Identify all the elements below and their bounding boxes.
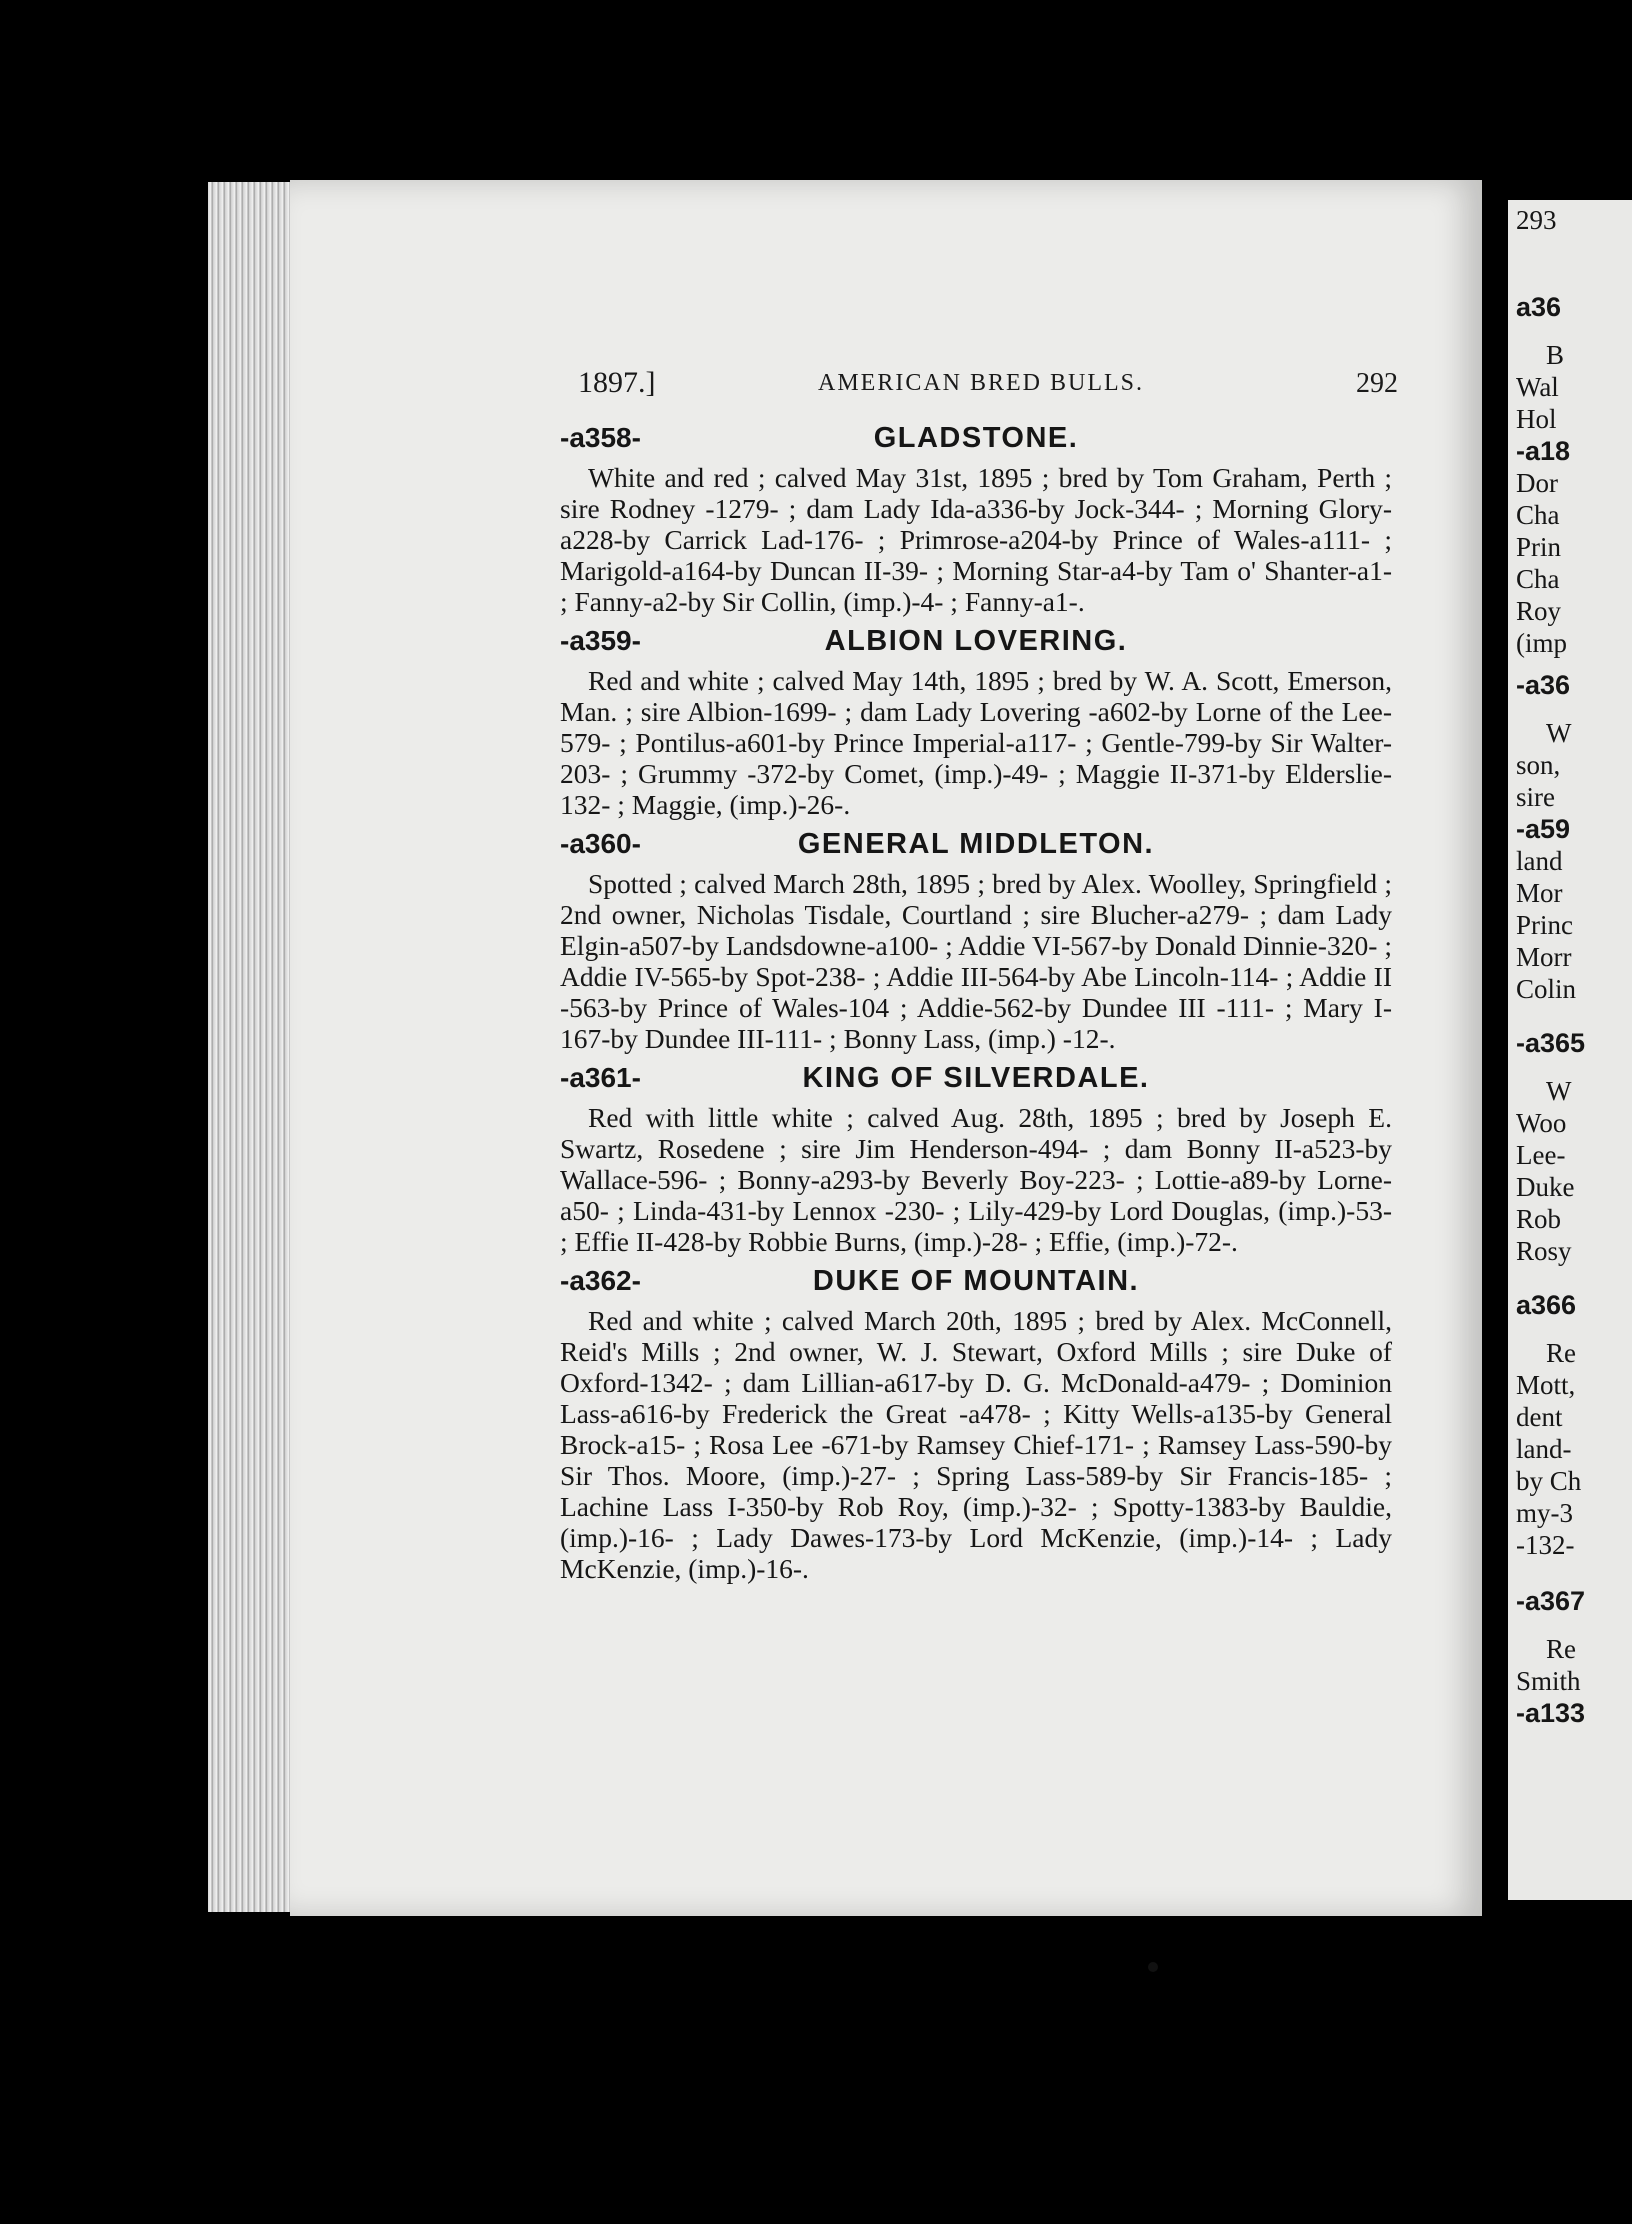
- book-gutter: [1482, 200, 1508, 1900]
- right-page-fragment: [1508, 200, 1632, 1900]
- entry-id: -a358-: [560, 422, 641, 453]
- entry-text: Red with little white ; calved Aug. 28th, 1895 ; bred by Joseph E. Swartz, Rosedene ; sire Jim Henderson-494- ; dam Bonny II-a523-by Wallace-596- ; Bonny-a293-by Beverly Boy-223- ; Lottie-a89-by Lorne-a50- ; Linda-431-by Lennox -230- ; Lily-429-by Lord Douglas, (imp.)-53- ; Effie II-428-by Robbie Burns, (imp.)-28- ; Effie, (imp.)-72-.: [560, 1102, 1392, 1257]
- right-page-line: Prin: [1516, 532, 1562, 562]
- right-page-line: -a133: [1516, 1698, 1586, 1728]
- book-page-edges: [208, 182, 290, 1912]
- entry-name: GENERAL MIDDLETON.: [797, 828, 1155, 860]
- right-page-line: Lee-: [1516, 1140, 1566, 1170]
- entry-a362: [560, 1263, 1392, 1584]
- entry-text: Spotted ; calved March 28th, 1895 ; bred by Alex. Woolley, Springfield ; 2nd owner, Nicholas Tisdale, Courtland ; sire Blucher-a279- ; dam Lady Elgin-a507-by Landsdowne-a100- ; Addie VI-567-by Donald Dinnie-320- ; Addie IV-565-by Spot-238- ; Addie III-564-by Abe Lincoln-114- ; Addie II -563-by Prince of Wales-104 ; Addie-562-by Dundee III -111- ; Mary I-167-by Dundee III-111- ; Bonny Lass, (imp.) -12-.: [560, 868, 1392, 1054]
- right-page-line: Morr: [1516, 942, 1572, 972]
- right-page-line: W: [1546, 1076, 1572, 1106]
- right-page-line: a366: [1516, 1290, 1577, 1320]
- right-page-line: a36: [1516, 292, 1562, 322]
- right-page-line: -a36: [1516, 670, 1571, 700]
- right-page-line: land: [1516, 846, 1563, 876]
- entry-name: GLADSTONE.: [873, 422, 1079, 454]
- right-page-line: Rosy: [1516, 1236, 1572, 1266]
- entry-a359: [560, 623, 1392, 820]
- right-page-line: Colin: [1516, 974, 1577, 1004]
- right-page-line: Re: [1546, 1634, 1576, 1664]
- right-page-line: Rob: [1516, 1204, 1562, 1234]
- entry-id: -a361-: [560, 1062, 641, 1093]
- right-page-line: Hol: [1516, 404, 1557, 434]
- right-page-line: Roy: [1516, 596, 1562, 626]
- entry-name: DUKE OF MOUNTAIN.: [812, 1265, 1140, 1297]
- entry-name: ALBION LOVERING.: [824, 625, 1128, 657]
- page-number: 292: [1356, 368, 1398, 399]
- right-page-line: Mott,: [1516, 1370, 1576, 1400]
- header-year: 1897.]: [578, 366, 656, 399]
- entry-a360: [560, 826, 1392, 1054]
- right-page-line: W: [1546, 718, 1572, 748]
- right-page-line: B: [1546, 340, 1565, 370]
- entry-a361: [560, 1060, 1392, 1257]
- entries-list: [560, 420, 1392, 1590]
- right-page-line: -a365: [1516, 1028, 1586, 1058]
- ink-dot: [1148, 1962, 1158, 1972]
- right-page-line: my-3: [1516, 1498, 1573, 1528]
- right-page-line: dent: [1516, 1402, 1563, 1432]
- right-page-line: by Ch: [1516, 1466, 1582, 1496]
- running-header: [578, 366, 1398, 406]
- right-page-line: Mor: [1516, 878, 1563, 908]
- header-title: AMERICAN BRED BULLS.: [818, 370, 1145, 396]
- right-page-line: -132-: [1516, 1530, 1575, 1560]
- right-page-line: Duke: [1516, 1172, 1575, 1202]
- right-page-line: Woo: [1516, 1108, 1567, 1138]
- right-page-line: Cha: [1516, 500, 1560, 530]
- entry-id: -a359-: [560, 625, 641, 656]
- entry-text: Red and white ; calved March 20th, 1895 ; bred by Alex. McConnell, Reid's Mills ; 2nd owner, W. J. Stewart, Oxford Mills ; sire Duke of Oxford-1342- ; dam Lillian-a617-by D. G. McDonald-a479- ; Dominion Lass-a616-by Frederick the Great -a478- ; Kitty Wells-a135-by General Brock-a15- ; Rosa Lee -671-by Ramsey Chief-171- ; Ramsey Lass-590-by Sir Thos. Moore, (imp.)-27- ; Spring Lass-589-by Sir Francis-185- ; Lachine Lass I-350-by Rob Roy, (imp.)-32- ; Spotty-1383-by Bauldie, (imp.)-16- ; Lady Dawes-173-by Lord McKenzie, (imp.)-14- ; Lady McKenzie, (imp.)-16-.: [560, 1305, 1392, 1584]
- entry-text: Red and white ; calved May 14th, 1895 ; bred by W. A. Scott, Emerson, Man. ; sire Albion-1699- ; dam Lady Lovering -a602-by Lorne of the Lee-579- ; Pontilus-a601-by Prince Imperial-a117- ; Gentle-799-by Sir Walter-203- ; Grummy -372-by Comet, (imp.)-49- ; Maggie II-371-by Elderslie-132- ; Maggie, (imp.)-26-.: [560, 665, 1392, 820]
- right-page-line: Smith: [1516, 1666, 1581, 1696]
- right-page-line: sire: [1516, 782, 1555, 812]
- entry-id: -a362-: [560, 1265, 641, 1296]
- right-page-line: (imp: [1516, 628, 1567, 658]
- right-page-line: -a59: [1516, 814, 1571, 844]
- right-page-line: land-: [1516, 1434, 1572, 1464]
- right-page-line: 293: [1516, 205, 1557, 235]
- entry-text: White and red ; calved May 31st, 1895 ; bred by Tom Graham, Perth ; sire Rodney -1279- ; dam Lady Ida-a336-by Jock-344- ; Morning Glory-a228-by Carrick Lad-176- ; Primrose-a204-by Prince of Wales-a111- ; Marigold-a164-by Duncan II-39- ; Morning Star-a4-by Tam o' Shanter-a1- ; Fanny-a2-by Sir Collin, (imp.)-4- ; Fanny-a1-.: [560, 462, 1392, 617]
- entry-name: KING OF SILVERDALE.: [802, 1062, 1150, 1094]
- right-page-line: son,: [1516, 750, 1561, 780]
- right-page-line: Wal: [1516, 372, 1559, 402]
- right-page-line: Re: [1546, 1338, 1576, 1368]
- right-page-line: Princ: [1516, 910, 1573, 940]
- right-page-line: -a367: [1516, 1586, 1586, 1616]
- right-page-line: Dor: [1516, 468, 1558, 498]
- right-page-line: -a18: [1516, 436, 1571, 466]
- right-page-line: Cha: [1516, 564, 1560, 594]
- entry-id: -a360-: [560, 828, 641, 859]
- entry-a358: [560, 420, 1392, 617]
